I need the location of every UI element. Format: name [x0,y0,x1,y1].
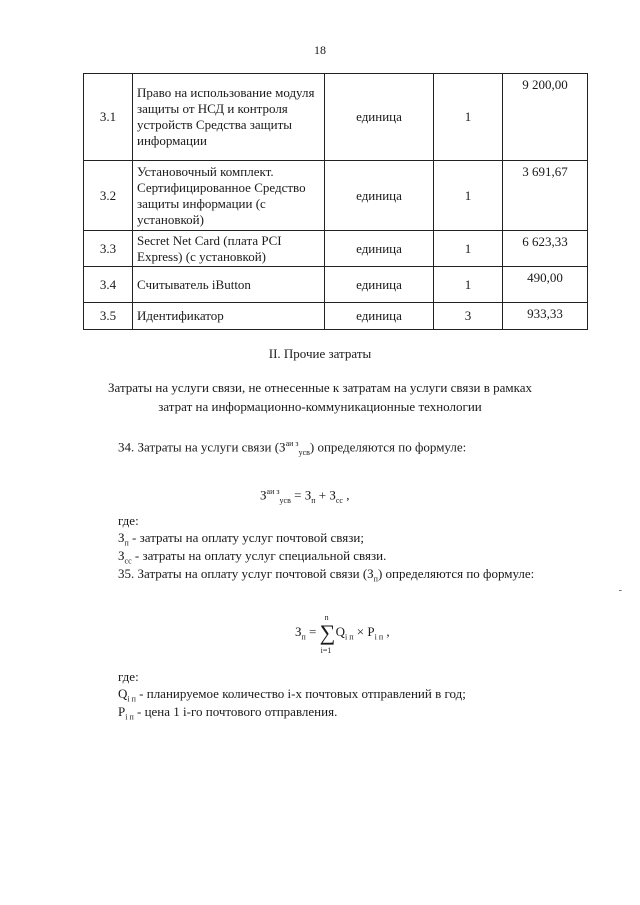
def-special-sub: сс [124,556,132,566]
sum-upper-limit: n [324,613,329,622]
table-row [84,74,588,161]
para35-symbol: З [367,566,374,581]
section-title: II. Прочие затраты [268,346,372,361]
row-quantity: 3 [434,303,503,330]
para35-text: 35. Затраты на оплату услуг почтовой связи ( [118,566,368,581]
def-postal-text: - затраты на оплату услуг почтовой связи; [128,530,364,545]
def-quantity-text: - планируемое количество i-х почтовых отправлений в год; [135,686,466,701]
row-unit: единица [325,303,434,330]
row-name: Считыватель iButton [133,267,325,303]
row-number: 3.4 [84,267,133,303]
row-name: Secret Net Card (плата PCI Express) (с установкой) [133,231,325,267]
row-unit: единица [325,231,434,267]
para35-sub: п [373,574,378,584]
paragraph-35 [78,565,598,589]
row-price: 933,33 [503,303,588,330]
row-price: 6 623,33 [503,231,588,267]
def-special-symbol: З [118,548,125,563]
row-price: 3 691,67 [503,161,588,231]
row-number: 3.3 [84,231,133,267]
where-label-2: где: [118,669,139,684]
formula1-term1-sub: п [311,495,316,505]
where-label-1: где: [118,513,139,528]
para34-symbol: З [279,439,286,455]
formula2-p-sub: i п [374,632,384,642]
para34-after: ) определяются по формуле: [309,439,467,455]
para34-symbol-sup: аи з [285,439,299,448]
sum-lower-limit: i=1 [320,646,332,655]
def-quantity-sub: i п [127,694,136,704]
formula2-times: × [353,623,368,639]
formula2-end: , [383,623,390,639]
row-quantity: 1 [434,267,503,303]
def-quantity-symbol: Q [118,686,128,701]
formula2-equals: = [305,623,320,639]
summation-sign [319,613,336,655]
formula1-equals: = [290,487,305,503]
row-price: 490,00 [503,267,588,303]
row-number: 3.5 [84,303,133,330]
definition-price [118,703,337,727]
table-row [84,267,588,303]
table-row [84,161,588,231]
row-name: Право на использование модуля защиты от НСД и контроля устройств Средства защиты информации [133,74,325,161]
row-number: 3.1 [84,74,133,161]
para34-before: 34. Затраты на услуги связи ( [118,439,280,455]
formula2-q: Q [335,623,346,639]
formula2-q-sub: i п [345,632,354,642]
row-name: Установочный комплект. Сертифицированное Средство защиты информации (с установкой) [133,161,325,231]
row-quantity: 1 [434,74,503,161]
sum-sigma: ∑ [319,620,336,645]
row-unit: единица [325,161,434,231]
formula-communication-costs [260,487,349,505]
formula1-term2-sub: сс [335,495,343,505]
cost-table [83,73,588,330]
formula-postal-costs [295,613,390,655]
def-postal-symbol: З [118,530,125,545]
formula2-lhs: З [295,623,302,639]
formula1-end: , [342,487,350,503]
formula1-lhs: З [260,487,267,503]
formula1-lhs-sub: усв [279,495,291,505]
table-row [84,303,588,330]
row-number: 3.2 [84,161,133,231]
edge-mark: - [618,585,622,596]
row-quantity: 1 [434,161,503,231]
def-special-text: - затраты на оплату услуг специальной связи. [131,548,387,563]
def-postal-sub: п [124,538,129,548]
section-subtitle: Затраты на услуги связи, не отнесенные к затратам на услуги связи в рамках затрат на информационно-коммуникационные технологии [108,380,532,414]
formula2-lhs-sub: п [301,632,306,642]
def-price-text: - цена 1 i-го почтового отправления. [133,704,338,719]
row-name: Идентификатор [133,303,325,330]
row-price: 9 200,00 [503,74,588,161]
def-price-sub: i п [125,712,134,722]
formula2-p: P [367,623,375,639]
table-row [84,231,588,267]
formula1-term2: З [329,487,336,503]
row-quantity: 1 [434,231,503,267]
def-price-symbol: P [118,704,126,719]
page-number: 18 [314,43,326,57]
para34-symbol-sub: усв [298,447,310,457]
row-unit: единица [325,267,434,303]
formula1-term1: З [304,487,312,503]
paragraph-34 [118,435,466,462]
para35-after: ) определяются по формуле: [377,566,535,581]
formula1-lhs-sup: аи з [266,487,280,496]
row-unit: единица [325,74,434,161]
formula1-plus: + [315,487,330,503]
